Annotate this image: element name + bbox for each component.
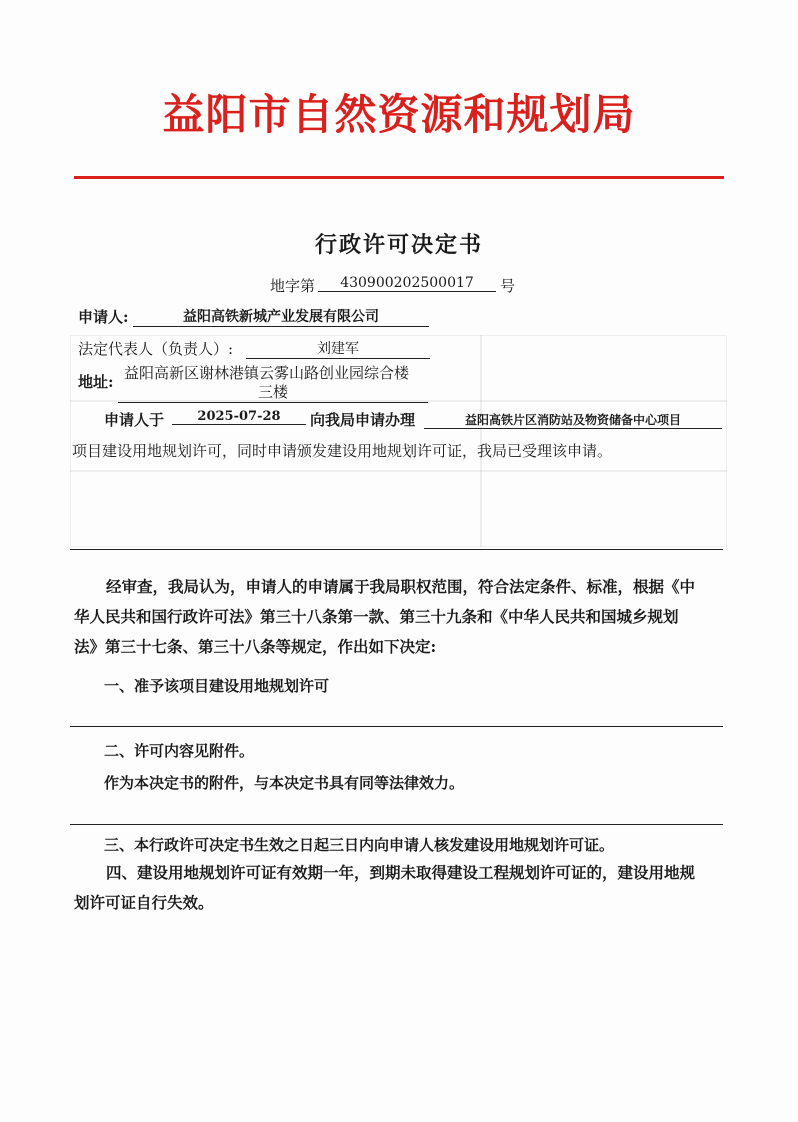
blank-rule-1 [70, 549, 723, 550]
doc-number-suffix: 号 [500, 277, 516, 295]
legal-rep-value: 刘建军 [246, 338, 430, 359]
bleed-through-row [70, 470, 727, 472]
agency-header: 益阳市自然资源和规划局 [162, 90, 636, 139]
decision-item-4-line-1: 四、建设用地规划许可证有效期一年，到期未取得建设工程规划许可证的，建设用地规 [106, 863, 696, 882]
review-line-2: 华人民共和国行政许可法》第三十八条第一款、第三十九条和《中华人民共和国城乡规划 [74, 607, 679, 626]
review-line-3: 法》第三十七条、第三十八条等规定，作出如下决定: [74, 637, 437, 656]
application-prefix: 申请人于 [104, 411, 165, 429]
review-paragraph [74, 572, 724, 662]
review-line-1: 经审查，我局认为，申请人的申请属于我局职权范围，符合法定条件、标准，根据《中 [106, 577, 696, 596]
application-project: 益阳高铁片区消防站及物资储备中心项目 [424, 409, 722, 429]
applicant-value: 益阳高铁新城产业发展有限公司 [133, 306, 429, 327]
address-label: 地址: [78, 373, 114, 391]
doc-number-field: 430900202500017 [318, 275, 496, 292]
application-middle: 向我局申请办理 [310, 411, 416, 429]
application-date: 2025-07-28 [172, 409, 306, 425]
blank-rule-3 [70, 824, 723, 825]
applicant-label: 申请人: [78, 308, 129, 326]
decision-item-2-note: 作为本决定书的附件，与本决定书具有同等法律效力。 [104, 774, 465, 792]
address-line2: 三楼 [118, 381, 428, 403]
application-continuation: 项目建设用地规划许可，同时申请颁发建设用地规划许可证，我局已受理该申请。 [72, 442, 613, 460]
blank-rule-2 [70, 726, 723, 727]
document-title: 行政许可决定书 [314, 232, 483, 258]
decision-item-4 [74, 858, 724, 918]
decision-item-3: 三、本行政许可决定书生效之日起三日内向申请人核发建设用地规划许可证。 [104, 836, 615, 854]
decision-item-4-line-2: 划许可证自行失效。 [74, 893, 214, 912]
doc-number-prefix: 地字第 [270, 277, 316, 295]
header-red-rule [74, 176, 724, 179]
decision-item-2: 二、许可内容见附件。 [104, 742, 255, 760]
decision-item-1: 一、准予该项目建设用地规划许可 [104, 677, 330, 695]
legal-rep-label: 法定代表人（负责人）: [78, 340, 234, 358]
address-line1: 益阳高新区谢林港镇云雾山路创业园综合楼 [124, 364, 410, 382]
